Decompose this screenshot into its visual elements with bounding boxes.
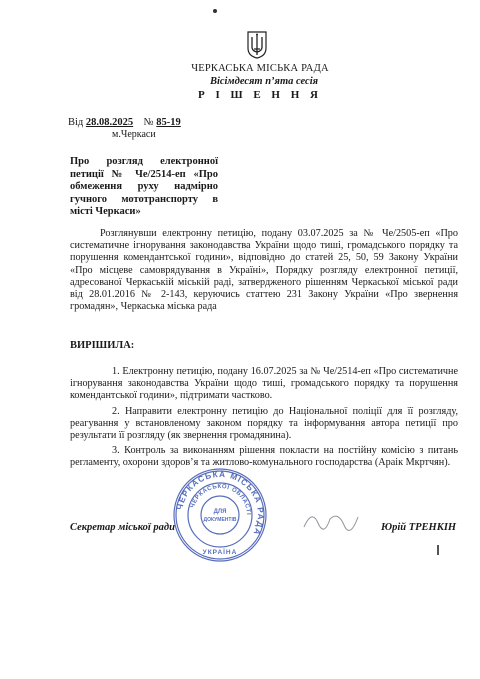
- subject-heading: Про розгляд електронної петиції № Че/2514-еп «Про обмеження руху надмірно гучного мототранспорту в місті Черкаси»: [70, 156, 218, 218]
- handwritten-signature: [300, 505, 360, 535]
- seal-center-1: ДЛЯ: [213, 509, 227, 515]
- official-seal: [171, 466, 269, 564]
- seal-center-2: ДОКУМЕНТІВ: [203, 517, 237, 523]
- city: м.Черкаси: [112, 129, 156, 140]
- intro-paragraph: Розглянувши електронну петицію, подану 03.07.2025 за № Че/2505-еп «Про систематичне ігнорування законодавства України щодо тиші, громадського порядку та порушення комендантської години», відповідно до статей 25, 50, 59 Закону України «Про місцеве самоврядування в Україні», Порядку розгляду електронної петиції, адресованої Черкаській міській раді, затвердженого рішенням Черкаської міської ради від 28.01.2016 № 2-143, керуючись статтею 231 Закону України «Про звернення громадян», Черкаська міська рада: [70, 228, 458, 313]
- resolution-item-2: 2. Направити електронну петицію до Національної поліції для її розгляду, реагування у встановленому законом порядку та інформування автора петиції про результати її розгляду (як звернення громадянина).: [70, 406, 458, 442]
- seal-bottom-text: УКРАЇНА: [202, 549, 238, 556]
- seal-inner-text: ЧЕРКАСЬКОЇ ОБЛАСТІ: [189, 483, 252, 516]
- svg-text:ЧЕРКАСЬКА МІСЬКА РАДА: [175, 470, 265, 537]
- dateline: [68, 117, 181, 128]
- trident-emblem-icon: [245, 30, 269, 60]
- resolution-item-1: 1. Електронну петицію, подану 16.07.2025 за № Че/2514-еп «Про систематичне ігнорування законодавства України щодо тиші, громадського порядку та порушення комендантської години», підтримати частково.: [70, 366, 458, 402]
- signatory-name: Юрій ТРЕНКІН: [381, 522, 457, 533]
- decision-number: 85-19: [156, 117, 181, 128]
- signatory-position: Секретар міської ради: [70, 522, 175, 533]
- number-prefix: №: [143, 117, 154, 128]
- punch-dot: [213, 9, 217, 13]
- seal-outer-text: ЧЕРКАСЬКА МІСЬКА РАДА: [175, 469, 266, 538]
- dateline-from: Від: [68, 117, 84, 128]
- resolution-item-3: 3. Контроль за виконанням рішення покласти на постійну комісію з питань регламенту, охорони здоров’я та житлово-комунального господарства (Араік Мкртчян).: [70, 445, 458, 469]
- council-title: ЧЕРКАСЬКА МІСЬКА РАДА: [191, 63, 329, 74]
- decision-title: Р І Ш Е Н Н Я: [198, 89, 322, 101]
- resolved-heading: ВИРІШИЛА:: [70, 340, 135, 351]
- decision-date: 28.08.2025: [85, 117, 134, 128]
- margin-mark: [437, 545, 439, 555]
- session-title: Вісімдесят п’ята сесія: [209, 76, 319, 87]
